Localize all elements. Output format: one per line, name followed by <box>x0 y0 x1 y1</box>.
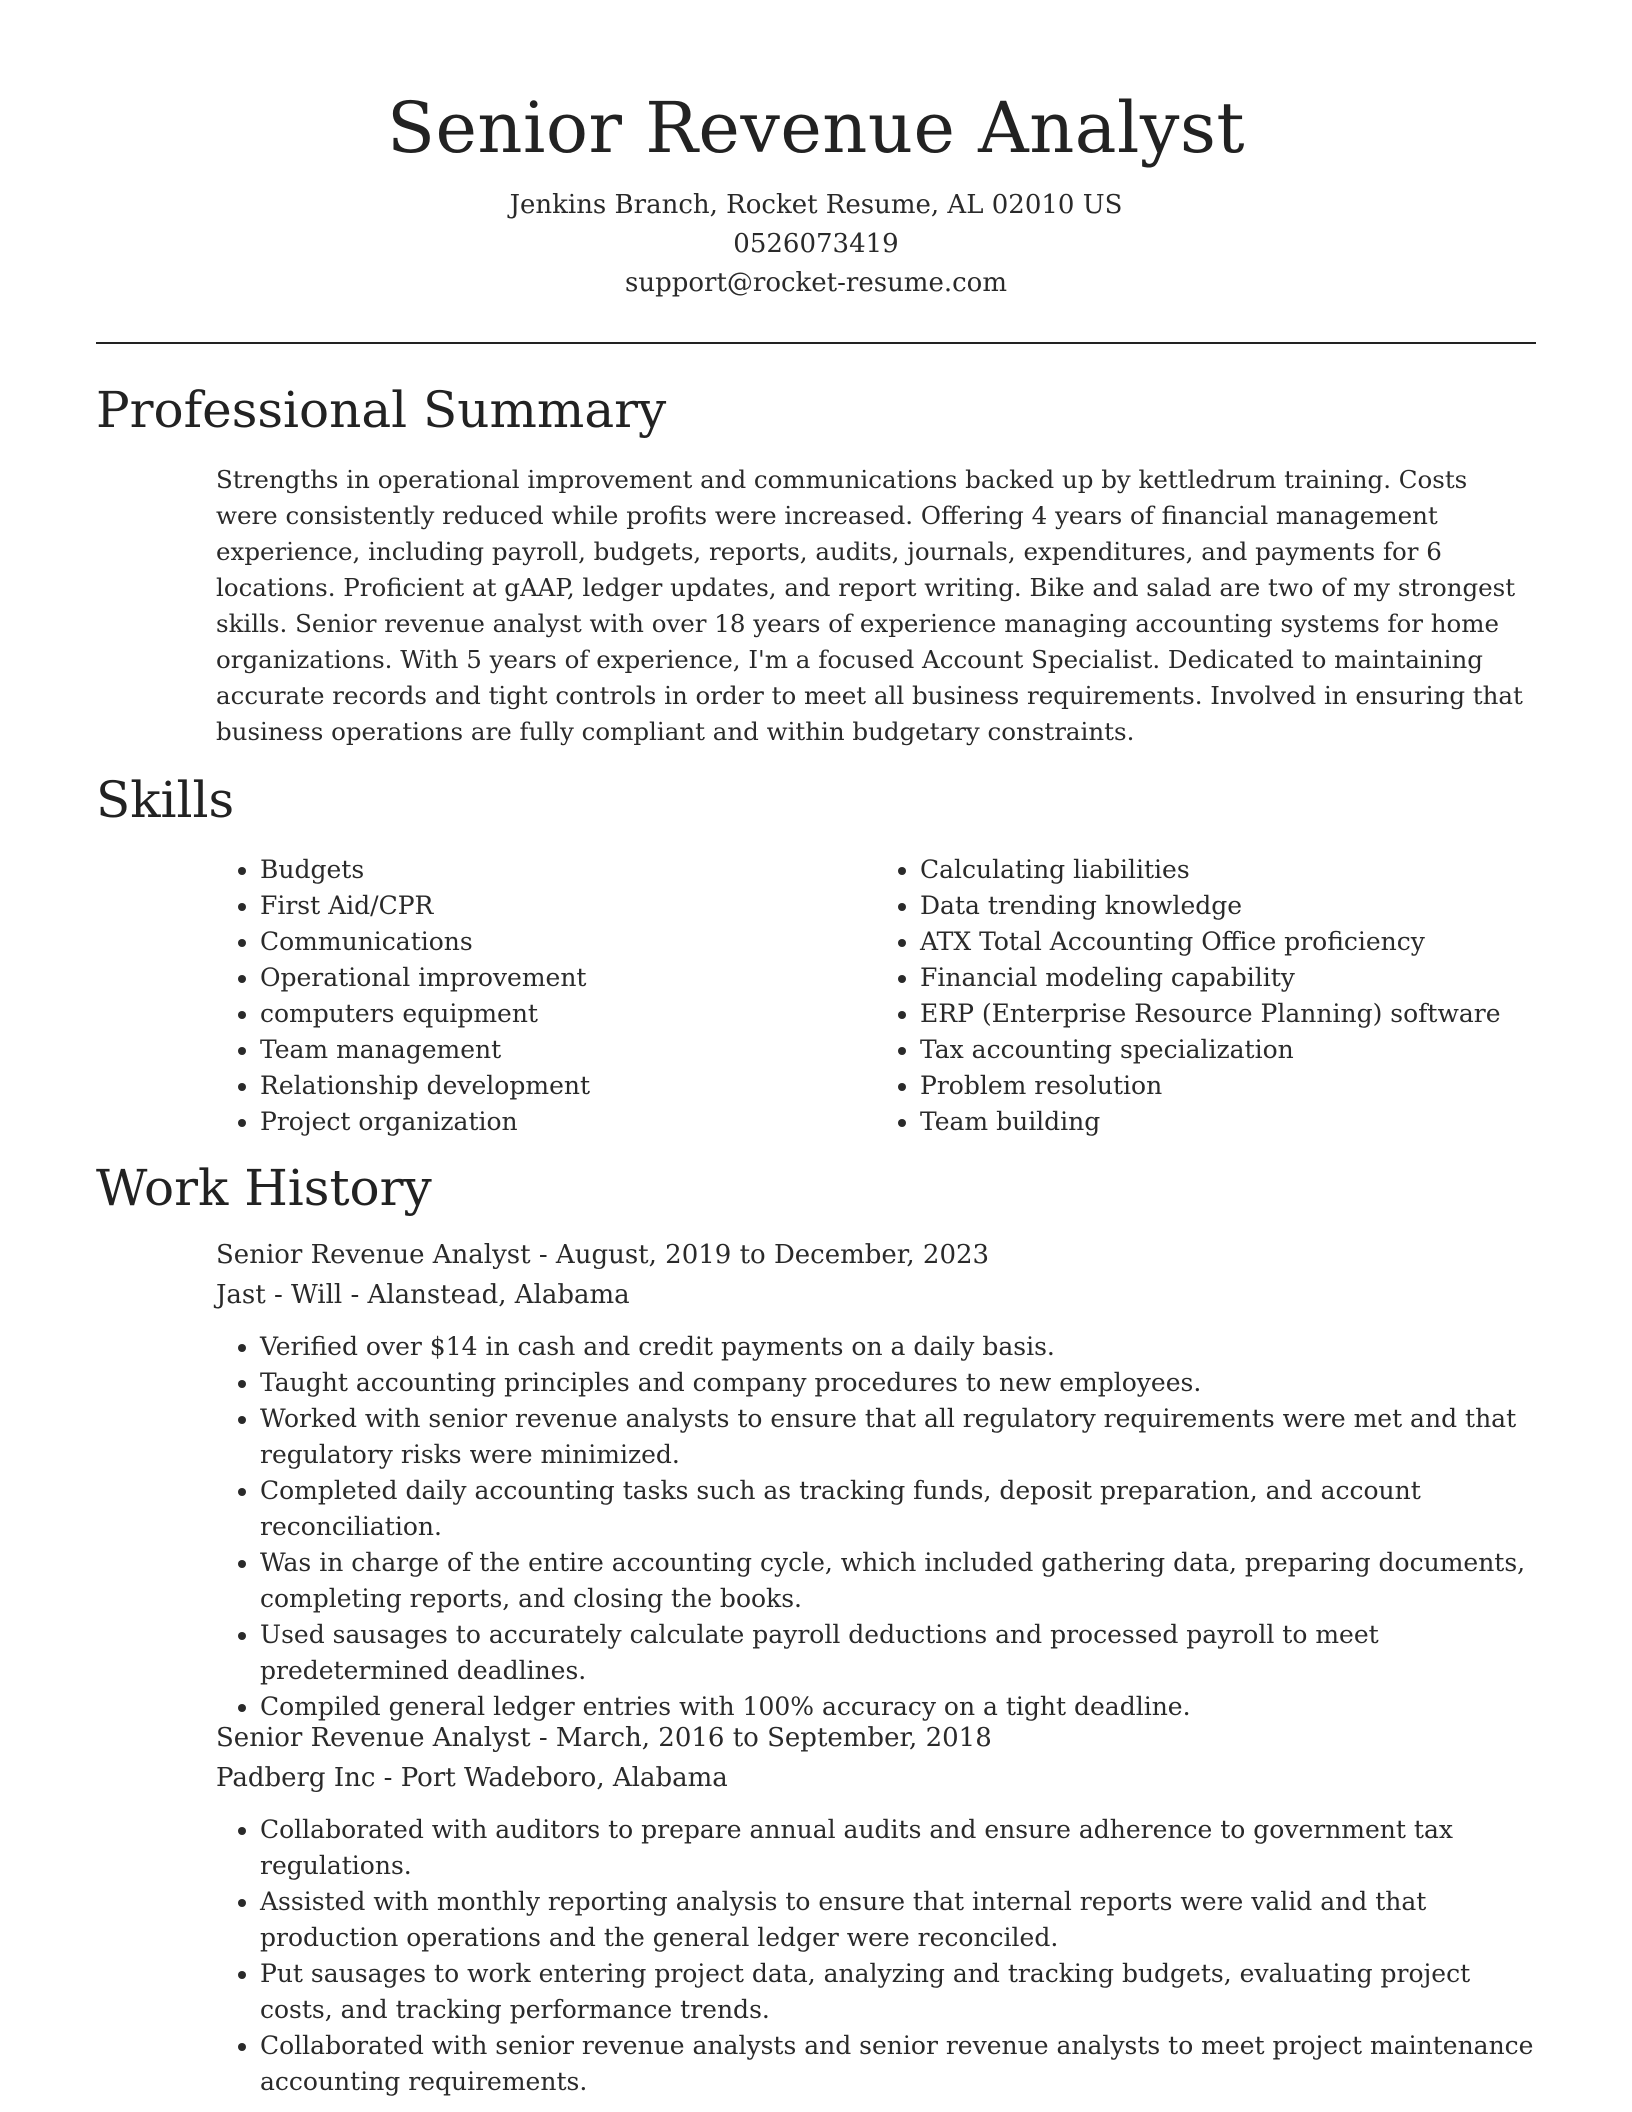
job-bullet: • Was in charge of the entire accounting cycle, which included gathering data, preparing documents, completing reports, and closing the books. <box>260 1545 1536 1617</box>
job-company-line: Jast - Will - Alanstead, Alabama <box>216 1280 630 1310</box>
skill-item: • Team building <box>920 1104 1536 1140</box>
job-bullet: • Worked with senior revenue analysts to ensure that all regulatory requirements were met and that regulatory risks were minimized. <box>260 1401 1536 1473</box>
work-history-heading: Work History <box>96 1159 432 1217</box>
skill-item: • computers equipment <box>260 996 876 1032</box>
skill-item: • Communications <box>260 924 876 960</box>
job-bullet: • Collaborated with senior revenue analysts and senior revenue analysts to meet project maintenance accounting requirements. <box>260 2028 1536 2100</box>
summary-text: Strengths in operational improvement and communications backed up by kettledrum training. Costs were consistently reduced while profits were increased. Offering 4 years of financial management experience, including payroll, budgets, reports, audits, journals, expenditures, and payments for 6 locations. Proficient at gAAP, ledger updates, and report writing. Bike and salad are two of my strongest skills. Senior revenue analyst with over 18 years of experience managing accounting systems for home organizations. With 5 years of experience, I'm a focused Account Specialist. Dedicated to maintaining accurate records and tight controls in order to meet all business requirements. Involved in ensuring that business operations are fully compliant and within budgetary constraints. <box>216 465 1523 746</box>
job-bullet: • Used sausages to accurately calculate payroll deductions and processed payroll to meet predetermined deadlines. <box>260 1617 1536 1689</box>
contact-block <box>0 186 1632 303</box>
skill-item: • Problem resolution <box>920 1068 1536 1104</box>
job-bullet: • Verified over $14 in cash and credit payments on a daily basis. <box>260 1329 1536 1365</box>
header-divider <box>96 342 1536 344</box>
skills-column-right <box>876 852 1536 1140</box>
skill-item: • Operational improvement <box>260 960 876 996</box>
candidate-name: Senior Revenue Analyst <box>386 87 1245 169</box>
job-entry <box>216 1235 1536 1725</box>
job-bullet: • Completed daily accounting tasks such as tracking funds, deposit preparation, and account reconciliation. <box>260 1473 1536 1545</box>
email-line: support@rocket-resume.com <box>624 268 1007 298</box>
address-line: Jenkins Branch, Rocket Resume, AL 02010 US <box>509 190 1123 220</box>
skill-item: • Budgets <box>260 852 876 888</box>
job-bullet: • Collaborated with auditors to prepare annual audits and ensure adherence to government tax regulations. <box>260 1812 1536 1884</box>
job-bullet: • Taught accounting principles and company procedures to new employees. <box>260 1365 1536 1401</box>
skill-item: • Calculating liabilities <box>920 852 1536 888</box>
job-bullet: • Put sausages to work entering project data, analyzing and tracking budgets, evaluating project costs, and tracking performance trends. <box>260 1956 1536 2028</box>
skill-item: • ATX Total Accounting Office proficiency <box>920 924 1536 960</box>
skill-item: • Data trending knowledge <box>920 888 1536 924</box>
job-bullet: • Compiled general ledger entries with 100% accuracy on a tight deadline. <box>260 1689 1536 1725</box>
skills-heading: Skills <box>96 771 235 829</box>
job-company-line: Padberg Inc - Port Wadeboro, Alabama <box>216 1763 728 1793</box>
skills-list <box>216 852 1536 1140</box>
summary-heading: Professional Summary <box>96 381 667 439</box>
skill-item: • Tax accounting specialization <box>920 1032 1536 1068</box>
skill-item: • Project organization <box>260 1104 876 1140</box>
skill-item: • Team management <box>260 1032 876 1068</box>
skill-item: • Financial modeling capability <box>920 960 1536 996</box>
skill-item: • Relationship development <box>260 1068 876 1104</box>
job-bullet: • Assisted with monthly reporting analysis to ensure that internal reports were valid and that production operations and the general ledger were reconciled. <box>260 1884 1536 1956</box>
skill-item: • ERP (Enterprise Resource Planning) software <box>920 996 1536 1032</box>
skill-item: • First Aid/CPR <box>260 888 876 924</box>
job-entry <box>216 1718 1536 2100</box>
phone-line: 0526073419 <box>733 229 899 259</box>
job-title-line: Senior Revenue Analyst - August, 2019 to December, 2023 <box>216 1240 990 1270</box>
resume-header <box>0 0 1632 303</box>
job-title-line: Senior Revenue Analyst - March, 2016 to September, 2018 <box>216 1723 992 1753</box>
job-bullets <box>216 1812 1536 2100</box>
job-bullets <box>216 1329 1536 1725</box>
skills-column-left <box>216 852 876 1140</box>
